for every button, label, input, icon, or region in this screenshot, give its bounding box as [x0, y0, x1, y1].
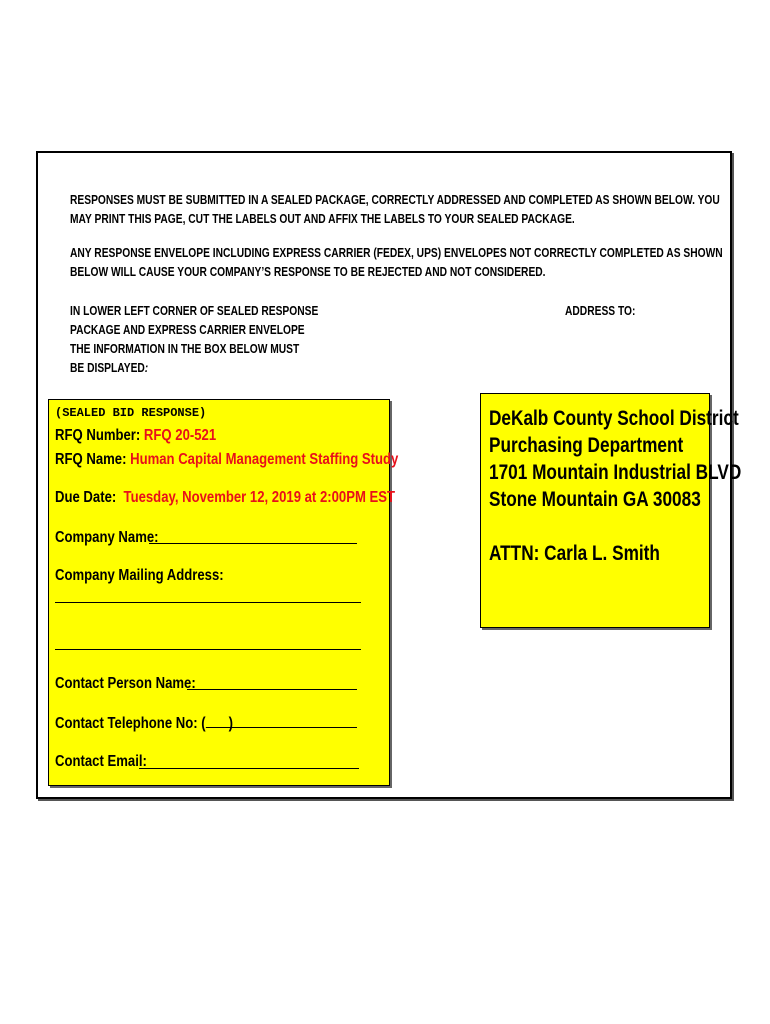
instruction-line: RESPONSES MUST BE SUBMITTED IN A SEALED PACKAGE, CORRECTLY ADDRESSED AND COMPLETED AS SHOWN BELOW. YOU	[70, 193, 720, 207]
contact-person-field[interactable]	[187, 689, 357, 690]
placement-line: THE INFORMATION IN THE BOX BELOW MUST	[70, 342, 300, 356]
due-date-label: Due Date:	[55, 489, 117, 506]
placement-colon: :	[144, 361, 149, 375]
due-date-row	[55, 488, 470, 508]
area-code-field[interactable]	[206, 712, 229, 728]
contact-email-label: Contact Email:	[55, 753, 147, 770]
rfq-number-row	[55, 426, 252, 446]
contact-email-row	[55, 752, 167, 772]
contact-person-label: Contact Person Name:	[55, 675, 196, 692]
attention-line: ATTN: Carla L. Smith	[489, 542, 660, 565]
rfq-number-label: RFQ Number:	[55, 427, 141, 444]
placement-line: PACKAGE AND EXPRESS CARRIER ENVELOPE	[70, 323, 305, 337]
rfq-name-row	[55, 450, 474, 470]
rfq-number-value: RFQ 20-521	[143, 427, 217, 444]
address-line: 1701 Mountain Industrial BLVD	[489, 461, 742, 484]
submission-instructions	[70, 191, 770, 229]
company-name-label: Company Name:	[55, 529, 159, 546]
placement-line: BE DISPLAYED	[70, 361, 145, 375]
rfq-name-value: Human Capital Management Staffing Study	[130, 451, 399, 468]
contact-phone-field[interactable]	[225, 727, 357, 728]
address-line: Purchasing Department	[489, 434, 684, 457]
mailing-address-row	[55, 566, 261, 586]
contact-phone-label: Contact Telephone No: (	[55, 715, 206, 732]
warning-line: ANY RESPONSE ENVELOPE INCLUDING EXPRESS CARRIER (FEDEX, UPS) ENVELOPES NOT CORRECTLY COMPLETED AS SHOWN	[70, 246, 723, 260]
sealed-bid-label	[48, 399, 399, 786]
label-placement-note	[70, 302, 373, 378]
instruction-line: MAY PRINT THIS PAGE, CUT THE LABELS OUT AND AFFIX THE LABELS TO YOUR SEALED PACKAGE.	[70, 212, 575, 226]
contact-phone-paren: )	[228, 715, 233, 732]
mailing-address-field-1[interactable]	[55, 602, 361, 603]
contact-email-field[interactable]	[139, 768, 359, 769]
placement-line: IN LOWER LEFT CORNER OF SEALED RESPONSE	[70, 304, 319, 318]
address-to-heading: ADDRESS TO:	[565, 304, 636, 318]
company-name-field[interactable]	[149, 543, 357, 544]
mailing-address-field-2[interactable]	[55, 649, 361, 650]
address-line: DeKalb County School District	[489, 407, 739, 430]
rfq-name-label: RFQ Name:	[55, 451, 127, 468]
contact-person-row	[55, 674, 227, 694]
mailing-address-label: Company Mailing Address:	[55, 567, 224, 584]
address-label	[480, 393, 742, 628]
contact-phone-row	[55, 712, 272, 734]
rejection-warning	[70, 244, 770, 282]
sealed-bid-header: (SEALED BID RESPONSE)	[55, 406, 207, 420]
company-name-row	[55, 528, 181, 548]
warning-line: BELOW WILL CAUSE YOUR COMPANY’S RESPONSE TO BE REJECTED AND NOT CONSIDERED.	[70, 265, 546, 279]
due-date-value: Tuesday, November 12, 2019 at 2:00PM EST	[123, 489, 396, 506]
address-line: Stone Mountain GA 30083	[489, 488, 701, 511]
instruction-frame	[36, 151, 742, 799]
